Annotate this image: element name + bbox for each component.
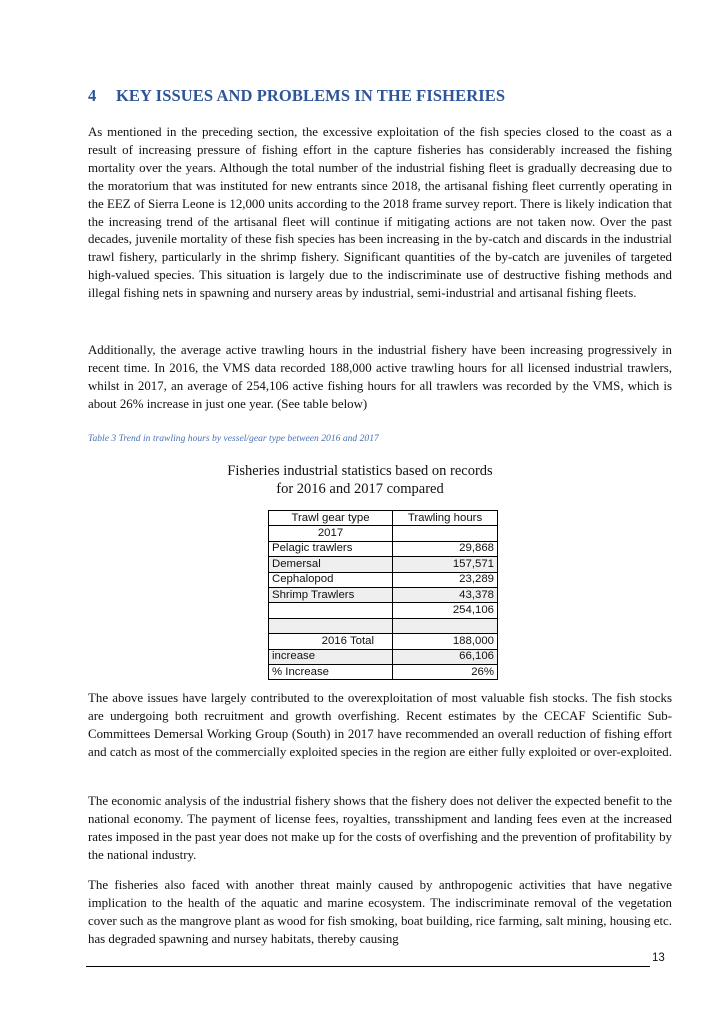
total-2017-cell: 254,106 xyxy=(393,603,498,618)
gear-type-cell: Pelagic trawlers xyxy=(269,541,393,556)
table-title-line-2: for 2016 and 2017 compared xyxy=(276,481,444,497)
hours-cell: 29,868 xyxy=(393,541,498,556)
paragraph-5: The fisheries also faced with another threat mainly caused by anthropogenic activities that have negative implication to the health of the aquatic and marine ecosystem. The indiscriminate removal of the vegetation cover such as the mangrove plant as wood for fish smoking, boat building, rice farming, salt mining, housing etc. has degraded spawning and nursey habitats, thereby causing xyxy=(88,878,672,946)
table-row xyxy=(269,572,498,587)
header-trawling-hours: Trawling hours xyxy=(393,511,498,526)
table-row xyxy=(269,587,498,602)
page-number: 13 xyxy=(652,952,665,964)
gear-type-cell: Shrimp Trawlers xyxy=(269,587,393,602)
header-gear-type: Trawl gear type xyxy=(269,511,393,526)
section-heading xyxy=(88,86,648,106)
hours-cell: 23,289 xyxy=(393,572,498,587)
year-2017-label: 2017 xyxy=(269,526,393,541)
table-header-row xyxy=(269,511,498,526)
empty-cell xyxy=(269,603,393,618)
hours-cell: 157,571 xyxy=(393,557,498,572)
table-row xyxy=(269,603,498,618)
total-2016-cell: 188,000 xyxy=(393,634,498,649)
section-title: KEY ISSUES AND PROBLEMS IN THE FISHERIES xyxy=(116,86,506,105)
empty-cell xyxy=(269,618,393,633)
increase-label: increase xyxy=(269,649,393,664)
paragraph-3: The above issues have largely contributed to the overexploitation of most valuable fish stocks. The fish stocks are undergoing both recruitment and growth overfishing. Recent estimates by the CECAF Scientific Sub-Committees Demersal Working Group (South) in 2017 have recommended an overall reduction of fishing effort and catch as most of the commercially exploited species in the region are either fully exploited or over-exploited. xyxy=(88,691,672,759)
table-row xyxy=(269,634,498,649)
increase-cell: 66,106 xyxy=(393,649,498,664)
footer-rule xyxy=(86,966,650,967)
gear-type-cell: Demersal xyxy=(269,557,393,572)
total-2016-label: 2016 Total xyxy=(269,634,393,649)
table-caption: Table 3 Trend in trawling hours by vessel/gear type between 2016 and 2017 xyxy=(88,433,379,444)
pct-increase-label: % Increase xyxy=(269,664,393,679)
paragraph-1: As mentioned in the preceding section, the excessive exploitation of the fish species closed to the coast as a result of increasing pressure of fishing effort in the capture fisheries has considerably increased the fishing mortality over the years. Although the total number of the industrial fishing fleet is gradually decreasing due to the moratorium that was instituted for new entrants since 2018, the artisanal fishing fleet currently operating in the EEZ of Sierra Leone is 12,000 units according to the 2018 frame survey report. There is likely indication that the increasing trend of the artisanal fleet will continue if mitigating actions are not taken now. Over the past decades, juvenile mortality of these fish species has been increasing in the by-catch and discards in the industrial trawl fishery, particularly in the shrimp fishery. Significant quantities of the by-catch are juveniles of targeted high-valued species. This situation is largely due to the indiscriminate use of destructive fishing methods and illegal fishing nets in spawning and nursery areas by industrial, semi-industrial and artisanal fishing fleets. xyxy=(88,125,672,301)
table-row xyxy=(269,557,498,572)
empty-cell xyxy=(393,526,498,541)
paragraph-2: Additionally, the average active trawling hours in the industrial fishery have been increasing progressively in recent time. In 2016, the VMS data recorded 188,000 active trawling hours for all licensed industrial trawlers, whilst in 2017, an average of 254,106 active fishing hours for all trawlers was recorded by the VMS, which is about 26% increase in just one year. (See table below) xyxy=(88,343,672,411)
table-row xyxy=(269,541,498,556)
trawling-hours-table xyxy=(268,510,498,680)
section-number: 4 xyxy=(88,86,97,105)
pct-increase-cell: 26% xyxy=(393,664,498,679)
table-row xyxy=(269,526,498,541)
paragraph-4: The economic analysis of the industrial fishery shows that the fishery does not deliver the expected benefit to the national economy. The payment of license fees, royalties, transshipment and landing fees even at the increased rates imposed in the past year does not make up for the costs of overfishing and the prevention of profitability by the national industry. xyxy=(88,794,672,862)
hours-cell: 43,378 xyxy=(393,587,498,602)
table-row xyxy=(269,618,498,633)
table-title-line-1: Fisheries industrial statistics based on records xyxy=(227,463,493,479)
table-row xyxy=(269,664,498,679)
table-title xyxy=(190,462,530,498)
table-row xyxy=(269,649,498,664)
gear-type-cell: Cephalopod xyxy=(269,572,393,587)
empty-cell xyxy=(393,618,498,633)
